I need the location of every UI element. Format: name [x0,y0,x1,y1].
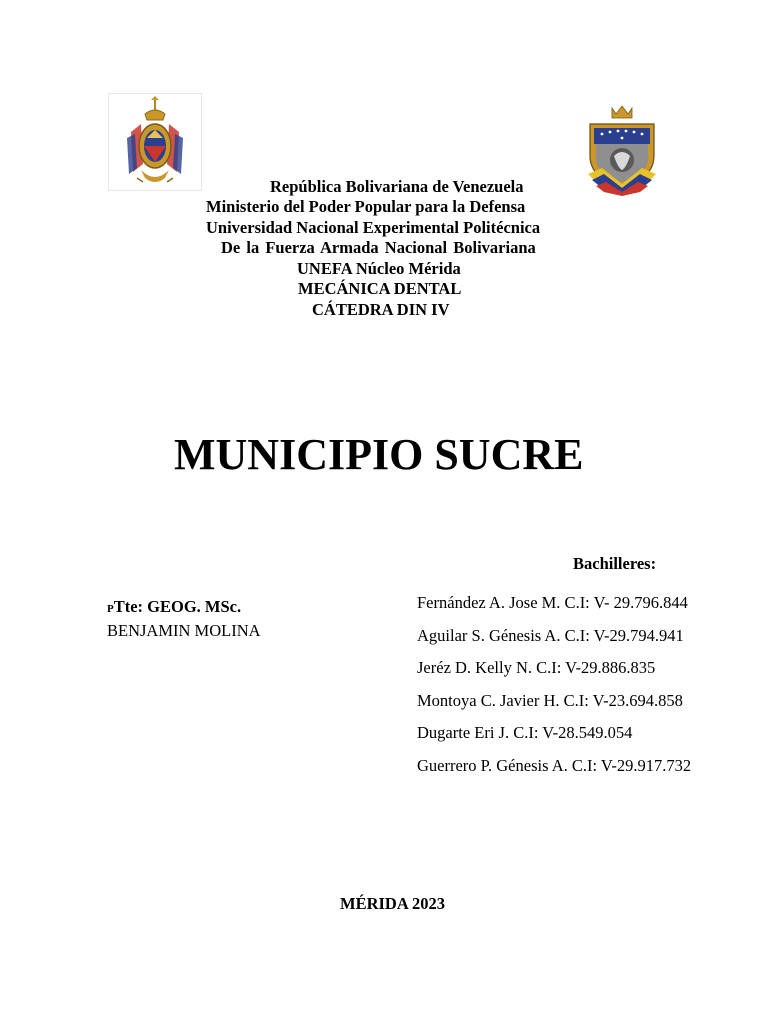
tutor-name: BENJAMIN MOLINA [107,621,261,640]
header-line-university: Universidad Nacional Experimental Politécnica [206,218,541,237]
list-item: Aguilar S. Génesis A. C.I: V-29.794.941 [417,625,684,645]
header-line-armed-force: De la Fuerza Armada Nacional Bolivariana [221,238,536,257]
list-item: Guerrero P. Génesis A. C.I: V-29.917.732 [417,755,692,775]
header-line-ministry: Ministerio del Poder Popular para la Defensa [206,197,526,216]
tutor-rank-text: Tte: GEOG. MSc. [113,597,242,616]
tutor-rank-prefix: P [107,603,114,615]
list-item: Jeréz D. Kelly N. C.I: V-29.886.835 [417,658,656,678]
header-line-course: CÁTEDRA DIN IV [312,300,450,319]
header-line-program: MECÁNICA DENTAL [298,279,462,298]
unefa-logo-right [584,104,660,196]
header-line-campus: UNEFA Núcleo Mérida [297,259,461,278]
header-line-country: República Bolivariana de Venezuela [270,177,524,196]
tutor-block [107,596,261,641]
students-label: Bachilleres: [573,554,657,573]
tutor-rank [107,596,261,620]
list-item: Fernández A. Jose M. C.I: V- 29.796.844 [417,593,688,612]
venezuela-military-crest-icon [109,94,201,190]
students-list [417,592,691,788]
list-item: Montoya C. Javier H. C.I: V-23.694.858 [417,690,683,710]
place-date-footer: MÉRIDA 2023 [340,894,445,913]
document-title: MUNICIPIO SUCRE [174,430,584,479]
crest-logo-left [108,93,202,191]
unefa-shield-icon [584,104,660,196]
list-item: Dugarte Eri J. C.I: V-28.549.054 [417,723,633,743]
